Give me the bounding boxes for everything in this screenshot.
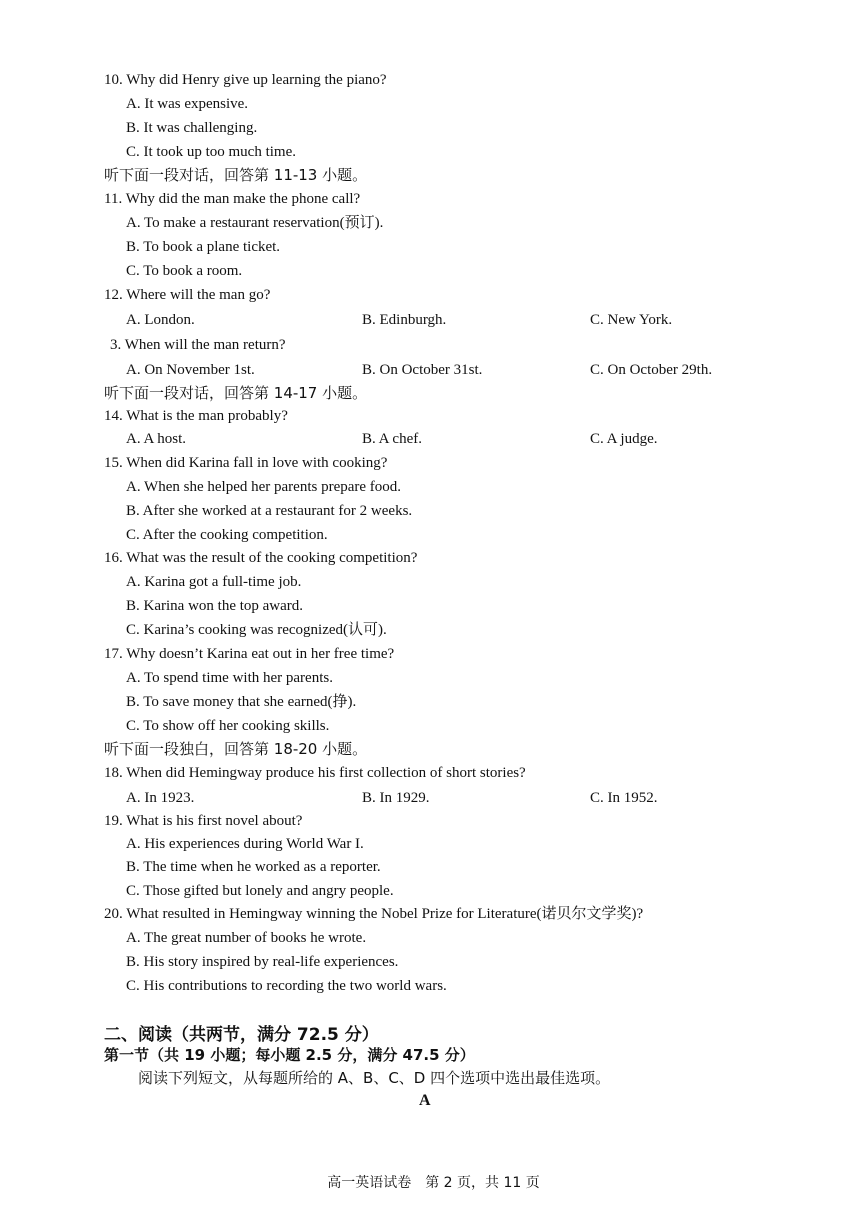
option-13b: B. On October 31st. (362, 362, 483, 378)
option-16b: B. Karina won the top award. (126, 598, 304, 614)
option-19a: A. His experiences during World War I. (126, 836, 364, 852)
option-10a: A. It was expensive. (126, 96, 249, 112)
option-12b: B. Edinburgh. (362, 312, 447, 328)
question-15: 15. When did Karina fall in love with cooking? (104, 455, 388, 471)
option-15c: C. After the cooking competition. (126, 527, 328, 543)
question-17: 17. Why doesn’t Karina eat out in her free time? (104, 646, 395, 662)
directions: 阅读下列短文，从每题所给的 A、B、C、D 四个选项中选出最佳选项。 (138, 1069, 611, 1087)
option-12a: A. London. (126, 312, 195, 328)
option-14a: A. A host. (126, 431, 187, 447)
option-17b: B. To save money that she earned(挣). (126, 694, 357, 710)
option-11b: B. To book a plane ticket. (126, 239, 281, 255)
option-20b: B. His story inspired by real-life experiences. (126, 954, 399, 970)
question-20: 20. What resulted in Hemingway winning the Nobel Prize for Literature(诺贝尔文学奖)? (104, 906, 644, 922)
section-title: 二、阅读（共两节，满分 72.5 分） (104, 1025, 379, 1045)
question-18: 18. When did Hemingway produce his first collection of short stories? (104, 765, 526, 781)
option-14b: B. A chef. (362, 431, 422, 447)
option-16a: A. Karina got a full-time job. (126, 574, 302, 590)
passage-label: A (419, 1092, 431, 1109)
option-20c: C. His contributions to recording the two world wars. (126, 978, 447, 994)
question-12: 12. Where will the man go? (104, 287, 271, 303)
question-14: 14. What is the man probably? (104, 408, 288, 424)
question-19: 19. What is his first novel about? (104, 813, 303, 829)
option-17c: C. To show off her cooking skills. (126, 718, 330, 734)
option-20a: A. The great number of books he wrote. (126, 930, 367, 946)
page-footer: 高一英语试卷 第 2 页，共 11 页 (327, 1175, 540, 1191)
question-13: 3. When will the man return? (110, 337, 286, 353)
option-11a: A. To make a restaurant reservation(预订). (126, 215, 384, 231)
part-title: 第一节（共 19 小题；每小题 2.5 分，满分 47.5 分） (104, 1046, 475, 1064)
option-11c: C. To book a room. (126, 263, 243, 279)
option-19c: C. Those gifted but lonely and angry people. (126, 883, 394, 899)
option-14c: C. A judge. (590, 431, 658, 447)
option-18c: C. In 1952. (590, 790, 658, 806)
option-13a: A. On November 1st. (126, 362, 255, 378)
option-10b: B. It was challenging. (126, 120, 258, 136)
option-17a: A. To spend time with her parents. (126, 670, 333, 686)
instruction-18-20: 听下面一段独白，回答第 18-20 小题。 (104, 740, 368, 758)
option-18a: A. In 1923. (126, 790, 195, 806)
option-12c: C. New York. (590, 312, 673, 328)
question-10: 10. Why did Henry give up learning the piano? (104, 72, 387, 88)
option-13c: C. On October 29th. (590, 362, 713, 378)
option-10c: C. It took up too much time. (126, 144, 296, 160)
option-15a: A. When she helped her parents prepare food. (126, 479, 402, 495)
question-16: 16. What was the result of the cooking competition? (104, 550, 418, 566)
question-11: 11. Why did the man make the phone call? (104, 191, 361, 207)
option-15b: B. After she worked at a restaurant for 2 weeks. (126, 503, 413, 519)
option-19b: B. The time when he worked as a reporter. (126, 859, 381, 875)
option-16c: C. Karina’s cooking was recognized(认可). (126, 622, 387, 638)
instruction-14-17: 听下面一段对话，回答第 14-17 小题。 (104, 384, 368, 402)
option-18b: B. In 1929. (362, 790, 430, 806)
instruction-11-13: 听下面一段对话，回答第 11-13 小题。 (104, 166, 368, 184)
